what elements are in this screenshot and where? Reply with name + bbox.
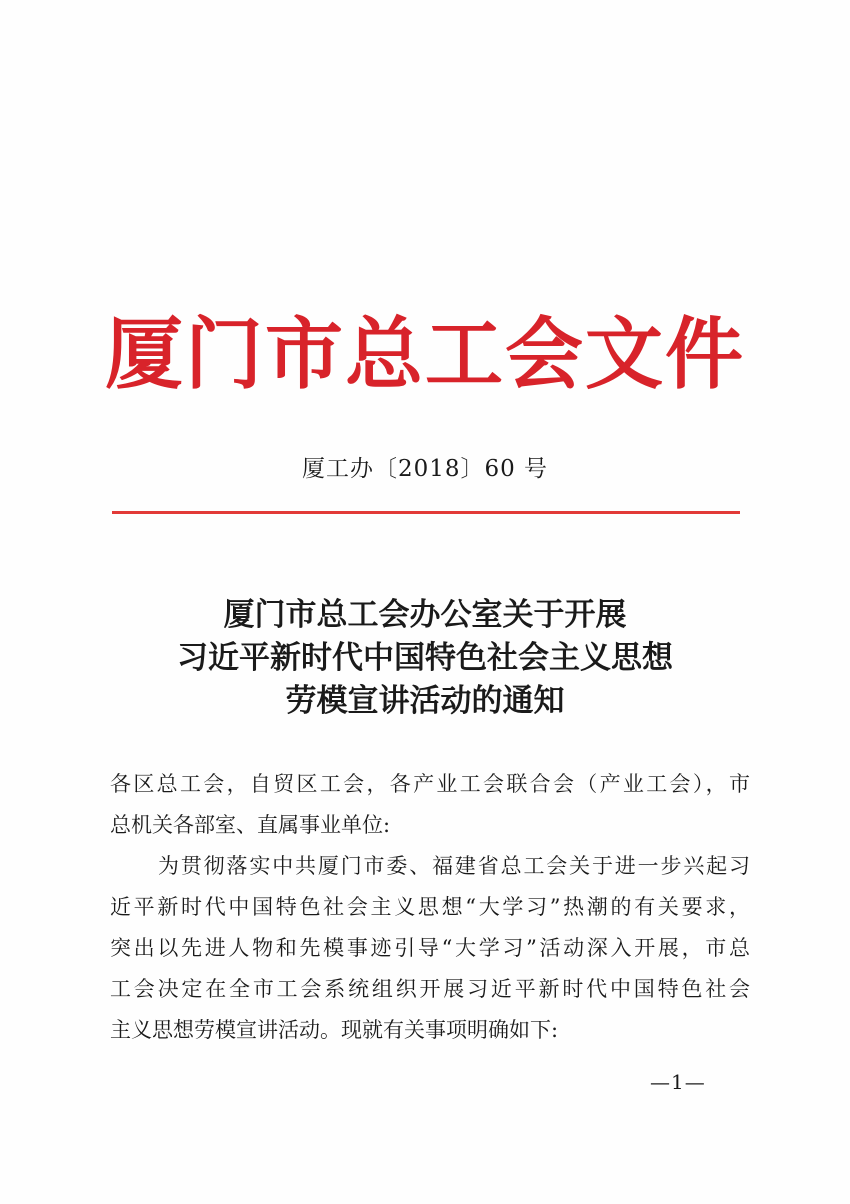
paragraph-line: 突出以先进人物和先模事迹引导“大学习”活动深入开展，市总	[110, 936, 750, 960]
paragraph-line: 为贯彻落实中共厦门市委、福建省总工会关于进一步兴起习	[158, 854, 750, 878]
salutation-line: 总机关各部室、直属事业单位:	[110, 813, 391, 837]
notice-title-line: 劳模宣讲活动的通知	[285, 683, 565, 719]
document-number: 厦工办〔2018〕60 号	[301, 456, 549, 482]
notice-title	[0, 594, 850, 723]
salutation-line: 各区总工会，自贸区工会，各产业工会联合会（产业工会），市	[110, 772, 750, 796]
paragraph-line: 工会决定在全市工会系统组织开展习近平新时代中国特色社会	[110, 977, 750, 1001]
paragraph-line: 主义思想劳模宣讲活动。现就有关事项明确如下:	[110, 1018, 559, 1042]
page-number: —1—	[650, 1070, 706, 1094]
red-divider-line	[112, 511, 740, 514]
paragraph-line: 近平新时代中国特色社会主义思想“大学习”热潮的有关要求，	[110, 895, 750, 919]
notice-body	[110, 764, 750, 1051]
notice-title-line: 厦门市总工会办公室关于开展	[223, 597, 627, 633]
notice-title-line: 习近平新时代中国特色社会主义思想	[177, 640, 673, 676]
masthead-title: 厦门市总工会文件	[104, 309, 745, 400]
